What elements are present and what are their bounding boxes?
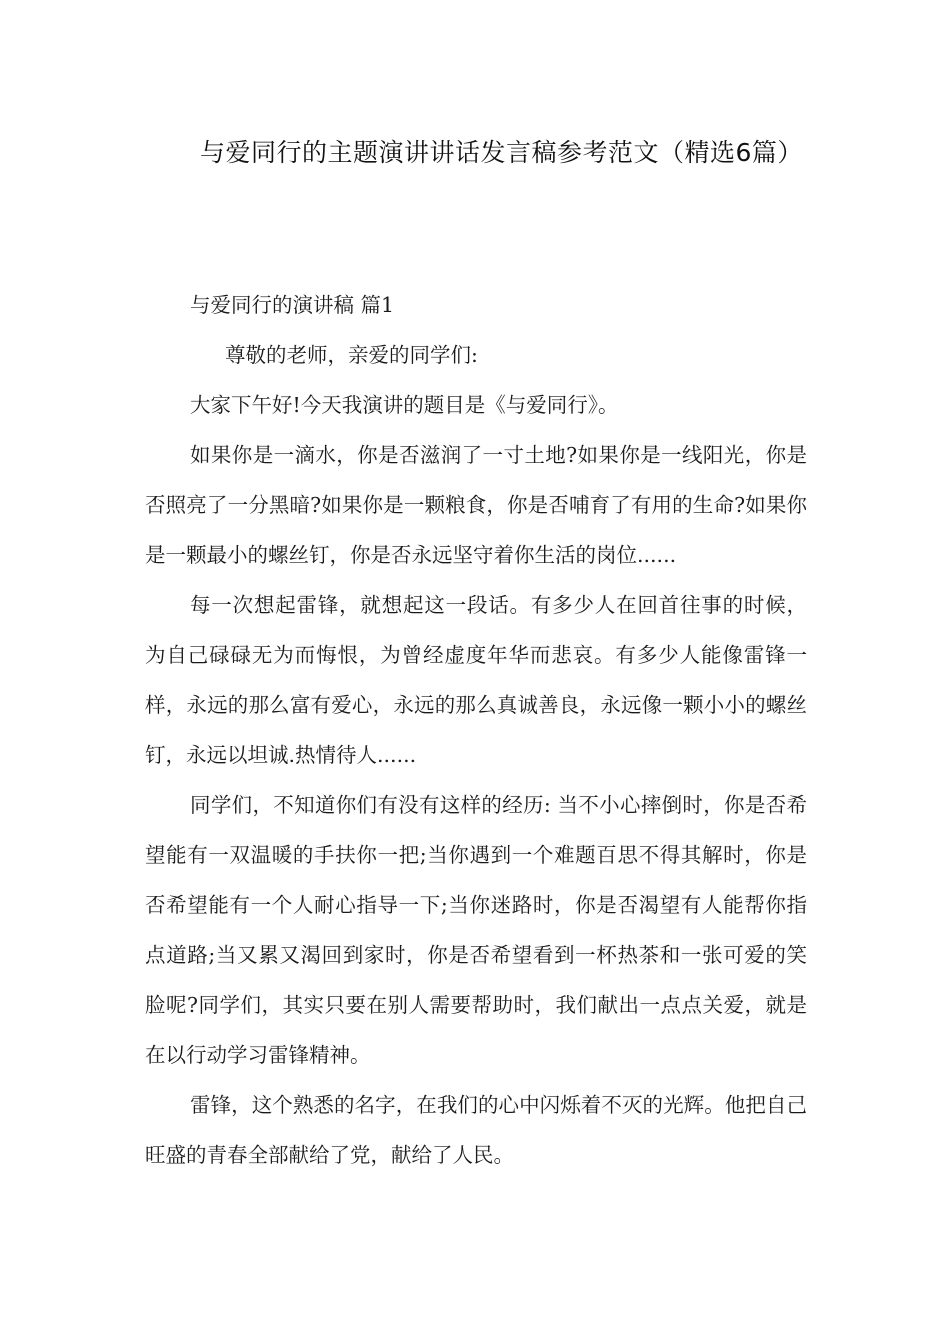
salutation: 尊敬的老师，亲爱的同学们: (225, 343, 478, 367)
paragraph: 如果你是一滴水，你是否滋润了一寸土地?如果你是一线阳光，你是否照亮了一分黑暗?如果你是一颗粮食，你是否哺育了有用的生命?如果你是一颗最小的螺丝钉，你是否永远坚守着你生活的岗位...... (145, 443, 807, 567)
paragraph: 雷锋，这个熟悉的名字，在我们的心中闪烁着不灭的光辉。他把自己旺盛的青春全部献给了党，献给了人民。 (145, 1093, 807, 1167)
document-body (145, 280, 807, 1180)
paragraph: 每一次想起雷锋，就想起这一段话。有多少人在回首往事的时候， 为自己碌碌无为而悔恨，为曾经虚度年华而悲哀。有多少人能像雷锋一样，永远的那么富有爱心，永远的那么真诚善良，永远像一颗小小的螺丝钉，永远以坦诚.热情待人...... (145, 593, 807, 767)
document-title: 与爱同行的主题演讲讲话发言稿参考范文（精选6篇） (200, 138, 803, 167)
paragraph: 大家下午好!今天我演讲的题目是《与爱同行》。 (190, 393, 619, 417)
paragraph: 同学们，不知道你们有没有这样的经历: 当不小心摔倒时，你是否希望能有一双温暖的手扶你一把;当你遇到一个难题百思不得其解时，你是否希望能有一个人耐心指导一下;当你迷路时，你是否渴望有人能帮你指点道路;当又累又渴回到家时，你是否希望看到一杯热茶和一张可爱的笑脸呢?同学们，其实只要在别人需要帮助时，我们献出一点点关爱，就是在以行动学习雷锋精神。 (145, 793, 807, 1067)
section-heading: 与爱同行的演讲稿 篇1 (190, 293, 395, 317)
